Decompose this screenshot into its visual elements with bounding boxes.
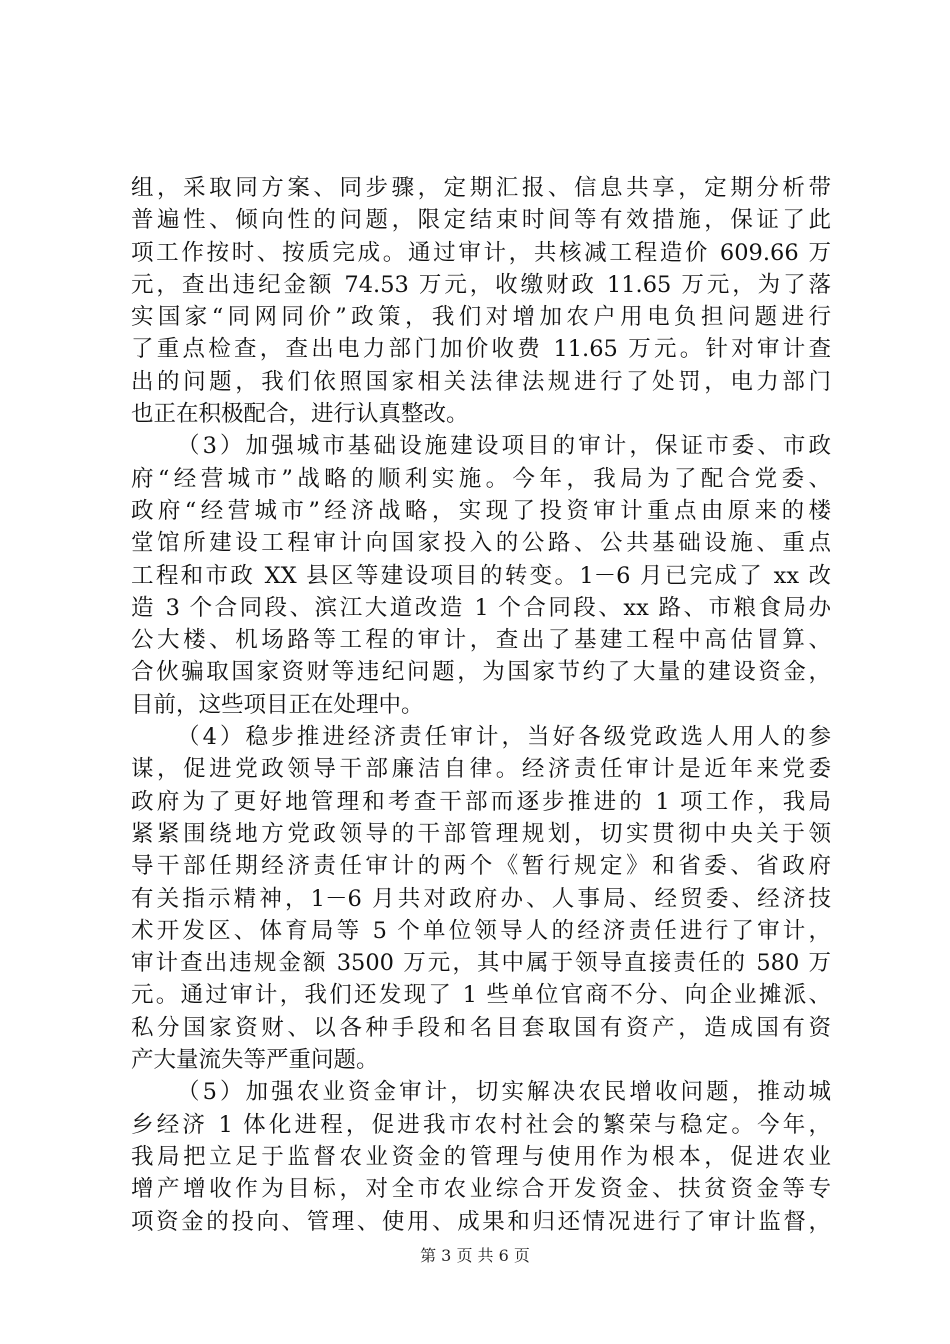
text-line: 造 3 个合同段、滨江大道改造 1 个合同段、xx 路、市粮食局办 [131,594,831,621]
text-line: 有关指示精神，1－6 月共对政府办、人事局、经贸委、经济技 [131,885,831,912]
text-line: 术开发区、体育局等 5 个单位领导人的经济责任进行了审计， [131,917,831,944]
text-line: 工程和市政 XX 县区等建设项目的转变。1－6 月已完成了 xx 改 [131,562,831,589]
text-line: 合伙骗取国家资财等违纪问题，为国家节约了大量的建设资金， [131,659,831,686]
text-line: 目前，这些项目正在处理中。 [131,691,424,718]
text-line: 我局把立足于监督农业资金的管理与使用作为根本，促进农业 [131,1143,831,1170]
text-line: 堂馆所建设工程审计向国家投入的公路、公共基础设施、重点 [131,530,831,557]
text-line: 府“经营城市”战略的顺利实施。今年，我局为了配合党委、 [131,465,831,492]
text-line: 普遍性、倾向性的问题，限定结束时间等有效措施，保证了此 [131,207,831,234]
text-line: 元，查出违纪金额 74.53 万元，收缴财政 11.65 万元，为了落 [131,271,831,298]
text-line: 组，采取同方案、同步骤，定期汇报、信息共享，定期分析带 [131,175,831,201]
text-line: 也正在积极配合，进行认真整改。 [131,401,469,428]
text-line: 私分国家资财、以各种手段和名目套取国有资产，造成国有资 [131,1014,831,1041]
text-line: 增产增收作为目标，对全市农业综合开发资金、扶贫资金等专 [131,1176,831,1203]
text-line: 政府为了更好地管理和考查干部而逐步推进的 1 项工作，我局 [131,788,831,815]
text-line: 乡经济 1 体化进程，促进我市农村社会的繁荣与稳定。今年， [131,1111,831,1138]
text-line: 元。通过审计，我们还发现了 1 些单位官商不分、向企业摊派、 [131,982,831,1009]
body-text [131,172,831,1238]
text-line: 政府“经营城市”经济战略，实现了投资审计重点由原来的楼 [131,497,831,524]
page-footer: 第 3 页 共 6 页 [420,1246,530,1265]
text-line: 审计查出违规金额 3500 万元，其中属于领导直接责任的 580 万 [131,950,831,977]
text-line: 出的问题，我们依照国家相关法律法规进行了处罚，电力部门 [131,368,831,395]
text-line: 谋，促进党政领导干部廉洁自律。经济责任审计是近年来党委 [131,756,831,783]
text-line: 项工作按时、按质完成。通过审计，共核减工程造价 609.66 万 [131,239,831,266]
text-line: 公大楼、机场路等工程的审计，查出了基建工程中高估冒算、 [131,627,831,654]
text-line: 产大量流失等严重问题。 [131,1047,379,1074]
paragraph-start-line: （3）加强城市基础设施建设项目的审计，保证市委、市政 [177,433,831,460]
text-line: 紧紧围绕地方党政领导的干部管理规划，切实贯彻中央关于领 [131,820,831,847]
text-line: 实国家“同网同价”政策，我们对增加农户用电负担问题进行 [131,304,831,331]
text-line: 了重点检查，查出电力部门加价收费 11.65 万元。针对审计查 [131,336,831,363]
text-line: 导干部任期经济责任审计的两个《暂行规定》和省委、省政府 [131,853,831,880]
text-line: 项资金的投向、管理、使用、成果和归还情况进行了审计监督， [131,1208,831,1235]
paragraph-start-line: （4）稳步推进经济责任审计，当好各级党政选人用人的参 [177,724,831,751]
paragraph-start-line: （5）加强农业资金审计，切实解决农民增收问题，推动城 [177,1079,831,1106]
